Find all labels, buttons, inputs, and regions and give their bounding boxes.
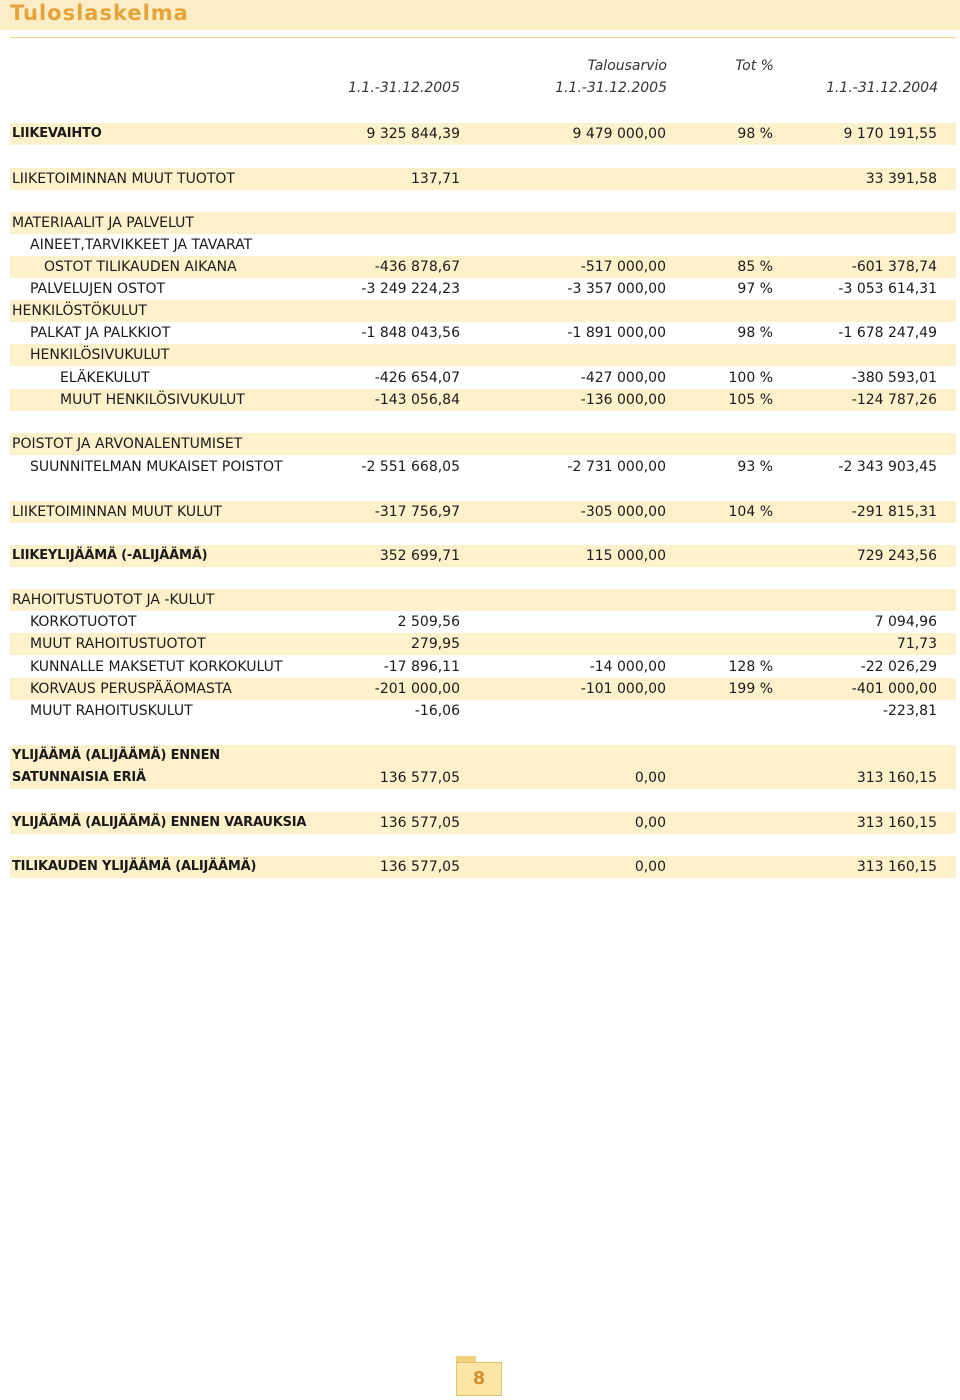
row-label: KUNNALLE MAKSETUT KORKOKULUT — [30, 659, 283, 675]
table-row — [10, 123, 956, 145]
table-row — [10, 322, 956, 344]
value-percent: 85 % — [737, 259, 773, 275]
row-label: SUUNNITELMAN MUKAISET POISTOT — [30, 459, 283, 475]
table-row — [10, 745, 956, 767]
row-label: ELÄKEKULUT — [60, 370, 150, 386]
row-label: OSTOT TILIKAUDEN AIKANA — [44, 259, 237, 275]
row-label: YLIJÄÄMÄ (ALIJÄÄMÄ) ENNEN — [12, 748, 220, 763]
value-budget-2005: 0,00 — [634, 859, 666, 875]
page-number-badge — [456, 1356, 504, 1396]
table-row — [10, 389, 956, 411]
value-budget-2005: 115 000,00 — [585, 548, 666, 564]
value-2004: 729 243,56 — [856, 548, 937, 564]
value-2004: 33 391,58 — [865, 171, 937, 187]
table-row — [10, 278, 956, 300]
value-percent: 104 % — [728, 504, 773, 520]
row-label: LIIKEVAIHTO — [12, 126, 102, 141]
row-label: HENKILÖSIVUKULUT — [30, 347, 170, 363]
row-label: KORKOTUOTOT — [30, 614, 137, 630]
row-label: POISTOT JA ARVONALENTUMISET — [12, 436, 243, 452]
value-2005: 2 509,56 — [397, 614, 460, 630]
table-row — [10, 256, 956, 278]
value-budget-2005: -3 357 000,00 — [567, 281, 666, 297]
value-budget-2005: 9 479 000,00 — [572, 126, 666, 142]
value-budget-2005: -14 000,00 — [589, 659, 666, 675]
value-2004: -22 026,29 — [860, 659, 937, 675]
table-row — [10, 234, 956, 256]
value-budget-2005: -427 000,00 — [580, 370, 666, 386]
value-2005: 352 699,71 — [379, 548, 460, 564]
value-2005: -1 848 043,56 — [361, 325, 460, 341]
value-budget-2005: -136 000,00 — [580, 392, 666, 408]
table-row — [10, 367, 956, 389]
value-2004: -291 815,31 — [851, 504, 937, 520]
value-2004: -1 678 247,49 — [838, 325, 937, 341]
value-2004: -2 343 903,45 — [838, 459, 937, 475]
value-percent: 97 % — [737, 281, 773, 297]
row-label: PALKAT JA PALKKIOT — [30, 325, 171, 341]
value-budget-2005: -2 731 000,00 — [567, 459, 666, 475]
value-budget-2005: -101 000,00 — [580, 681, 666, 697]
table-row — [10, 545, 956, 567]
value-budget-2005: -517 000,00 — [580, 259, 666, 275]
table-row — [10, 501, 956, 523]
col2-label-header: Talousarvio — [587, 58, 667, 74]
table-row — [10, 611, 956, 633]
value-2005: 136 577,05 — [379, 859, 460, 875]
value-2005: 136 577,05 — [379, 770, 460, 786]
value-budget-2005: -305 000,00 — [580, 504, 666, 520]
value-2004: -223,81 — [882, 703, 937, 719]
value-2004: -124 787,26 — [851, 392, 937, 408]
row-label: MUUT HENKILÖSIVUKULUT — [60, 392, 245, 408]
table-row — [10, 212, 956, 234]
value-percent: 98 % — [737, 325, 773, 341]
title-rule — [10, 37, 956, 38]
value-2005: -317 756,97 — [374, 504, 460, 520]
value-2004: 313 160,15 — [856, 815, 937, 831]
col2-period-header: 1.1.-31.12.2005 — [555, 80, 667, 96]
row-label: LIIKEYLIJÄÄMÄ (-ALIJÄÄMÄ) — [12, 548, 208, 563]
value-2005: 279,95 — [411, 636, 460, 652]
value-percent: 98 % — [737, 126, 773, 142]
value-2004: -401 000,00 — [851, 681, 937, 697]
value-2005: -17 896,11 — [383, 659, 460, 675]
row-label: HENKILÖSTÖKULUT — [12, 303, 147, 319]
col4-period-header: 1.1.-31.12.2004 — [826, 80, 938, 96]
row-label: YLIJÄÄMÄ (ALIJÄÄMÄ) ENNEN VARAUKSIA — [12, 815, 307, 830]
table-row — [10, 633, 956, 655]
value-2004: 71,73 — [896, 636, 937, 652]
row-label: RAHOITUSTUOTOT JA -KULUT — [12, 592, 215, 608]
row-label: MUUT RAHOITUSKULUT — [30, 703, 193, 719]
page-number: 8 — [472, 1368, 486, 1389]
value-percent: 105 % — [728, 392, 773, 408]
value-2004: -380 593,01 — [851, 370, 937, 386]
value-2005: -2 551 668,05 — [361, 459, 460, 475]
table-row — [10, 700, 956, 722]
row-label: LIIKETOIMINNAN MUUT KULUT — [12, 504, 222, 520]
value-budget-2005: -1 891 000,00 — [567, 325, 666, 341]
col3-label-header: Tot % — [735, 58, 774, 74]
value-2005: -143 056,84 — [374, 392, 460, 408]
row-label: AINEET,TARVIKKEET JA TAVARAT — [30, 237, 253, 253]
value-2004: 313 160,15 — [856, 770, 937, 786]
row-label: KORVAUS PERUSPÄÄOMASTA — [30, 681, 232, 697]
value-percent: 128 % — [728, 659, 773, 675]
value-budget-2005: 0,00 — [634, 815, 666, 831]
table-row — [10, 456, 956, 478]
value-percent: 199 % — [728, 681, 773, 697]
value-2004: -601 378,74 — [851, 259, 937, 275]
table-row — [10, 433, 956, 455]
row-label: MUUT RAHOITUSTUOTOT — [30, 636, 206, 652]
table-row — [10, 678, 956, 700]
col1-period-header: 1.1.-31.12.2005 — [348, 80, 460, 96]
table-row — [10, 344, 956, 366]
value-2004: 313 160,15 — [856, 859, 937, 875]
table-row — [10, 300, 956, 322]
row-label: MATERIAALIT JA PALVELUT — [12, 215, 194, 231]
value-percent: 100 % — [728, 370, 773, 386]
value-2005: -3 249 224,23 — [361, 281, 460, 297]
table-row — [10, 656, 956, 678]
page-title: Tuloslaskelma — [10, 1, 189, 25]
value-2004: 7 094,96 — [874, 614, 937, 630]
table-row — [10, 168, 956, 190]
value-2005: -16,06 — [414, 703, 460, 719]
value-budget-2005: 0,00 — [634, 770, 666, 786]
value-2005: 9 325 844,39 — [366, 126, 460, 142]
table-row — [10, 589, 956, 611]
value-2005: -426 654,07 — [374, 370, 460, 386]
table-row — [10, 812, 956, 834]
row-label: LIIKETOIMINNAN MUUT TUOTOT — [12, 171, 235, 187]
table-row — [10, 856, 956, 878]
value-percent: 93 % — [737, 459, 773, 475]
value-2005: -201 000,00 — [374, 681, 460, 697]
value-2004: -3 053 614,31 — [838, 281, 937, 297]
row-label: SATUNNAISIA ERIÄ — [12, 770, 146, 785]
value-2005: 137,71 — [411, 171, 460, 187]
row-label: PALVELUJEN OSTOT — [30, 281, 166, 297]
value-2004: 9 170 191,55 — [843, 126, 937, 142]
row-label: TILIKAUDEN YLIJÄÄMÄ (ALIJÄÄMÄ) — [12, 859, 257, 874]
value-2005: -436 878,67 — [374, 259, 460, 275]
table-row — [10, 767, 956, 789]
value-2005: 136 577,05 — [379, 815, 460, 831]
title-bar — [0, 0, 960, 30]
